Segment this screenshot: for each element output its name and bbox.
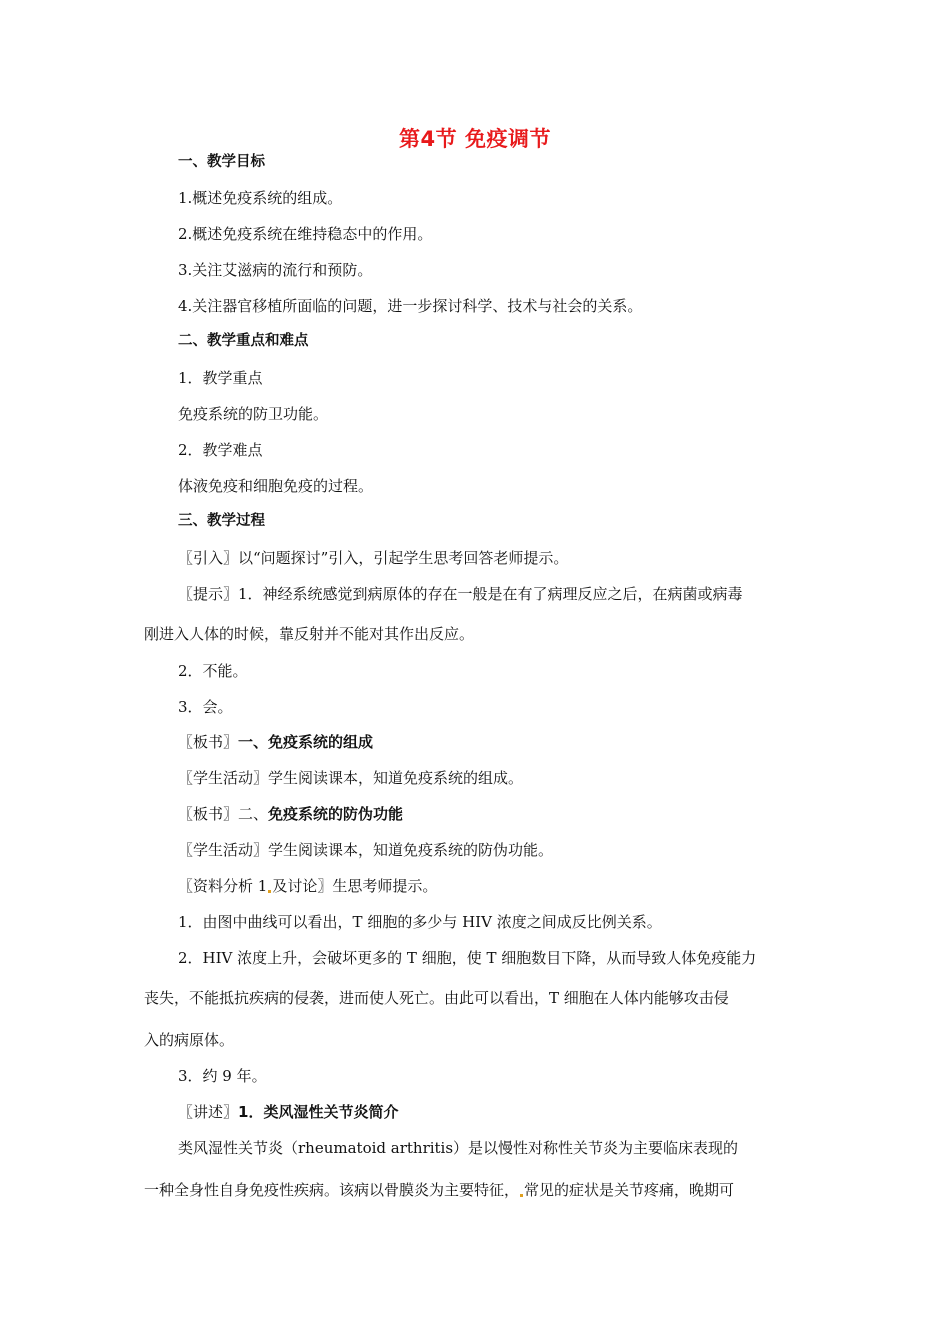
lecture-paragraph-part-1: 一种全身性自身免疫性疾病。该病以骨膜炎为主要特征， — [144, 1181, 520, 1199]
student-activity-2: 〖学生活动〗学生阅读课本，知道免疫系统的防伪功能。 — [178, 841, 554, 859]
lecture-paragraph-line-1: 类风湿性关节炎（rheumatoid arthritis）是以慢性对称性关节炎为主要临床表现的 — [178, 1139, 739, 1157]
paragraph-hint-line-2: 刚进入人体的时候，靠反射并不能对其作出反应。 — [144, 625, 475, 643]
board-note-tag: 〖板书〗 — [178, 733, 239, 751]
board-note-heading: 免疫系统的防伪功能 — [268, 805, 404, 823]
page-title: 第4节 免疫调节 — [399, 127, 551, 151]
difficulty-text: 体液免疫和细胞免疫的过程。 — [178, 477, 374, 495]
data-analysis-tag: 〖资料分析 1 — [178, 877, 268, 895]
board-note-tag: 〖板书〗二、 — [178, 805, 269, 823]
data-analysis-heading — [178, 876, 437, 896]
lecture-paragraph-part-2: 常见的症状是关节疼痛，晚期可 — [524, 1181, 735, 1199]
analysis-answer-2-line-2: 丧失，不能抵抗疾病的侵袭，进而使人死亡。由此可以看出，T 细胞在人体内能够攻击侵 — [144, 989, 729, 1007]
board-note-2 — [178, 804, 403, 824]
key-point-text: 免疫系统的防卫功能。 — [178, 405, 329, 423]
analysis-answer-2-line-1: 2．HIV 浓度上升，会破坏更多的 T 细胞，使 T 细胞数目下降，从而导致人体免疫能力 — [178, 949, 757, 967]
lecture-title: 1．类风湿性关节炎简介 — [238, 1103, 399, 1121]
objective-3: 3.关注艾滋病的流行和预防。 — [178, 261, 373, 279]
answer-3: 3．会。 — [178, 698, 233, 716]
data-analysis-rest: 及讨论〗生思考师提示。 — [272, 877, 438, 895]
section-heading-process: 三、教学过程 — [178, 513, 265, 529]
section-heading-key-points: 二、教学重点和难点 — [178, 333, 309, 349]
analysis-answer-3: 3．约 9 年。 — [178, 1067, 267, 1085]
section-heading-objectives: 一、教学目标 — [178, 154, 265, 170]
lecture-heading — [178, 1102, 398, 1122]
objective-4: 4.关注器官移植所面临的问题，进一步探讨科学、技术与社会的关系。 — [178, 297, 643, 315]
board-note-heading: 一、免疫系统的组成 — [238, 733, 374, 751]
answer-2: 2．不能。 — [178, 662, 248, 680]
objective-1: 1.概述免疫系统的组成。 — [178, 189, 343, 207]
objective-2: 2.概述免疫系统在维持稳态中的作用。 — [178, 225, 433, 243]
analysis-answer-2-line-3: 入的病原体。 — [144, 1031, 235, 1049]
paragraph-intro: 〖引入〗以“问题探讨”引入，引起学生思考回答老师提示。 — [178, 549, 569, 567]
student-activity-1: 〖学生活动〗学生阅读课本，知道免疫系统的组成。 — [178, 769, 524, 787]
edit-mark — [268, 890, 271, 893]
lecture-paragraph-line-2 — [144, 1180, 734, 1200]
analysis-answer-1: 1．由图中曲线可以看出，T 细胞的多少与 HIV 浓度之间成反比例关系。 — [178, 913, 662, 931]
lecture-tag: 〖讲述〗 — [178, 1103, 239, 1121]
edit-mark — [520, 1194, 523, 1197]
key-point-label: 1．教学重点 — [178, 369, 263, 387]
difficulty-label: 2．教学难点 — [178, 441, 263, 459]
paragraph-hint-line-1: 〖提示〗1．神经系统感觉到病原体的存在一般是在有了病理反应之后，在病菌或病毒 — [178, 585, 743, 603]
board-note-1 — [178, 732, 373, 752]
